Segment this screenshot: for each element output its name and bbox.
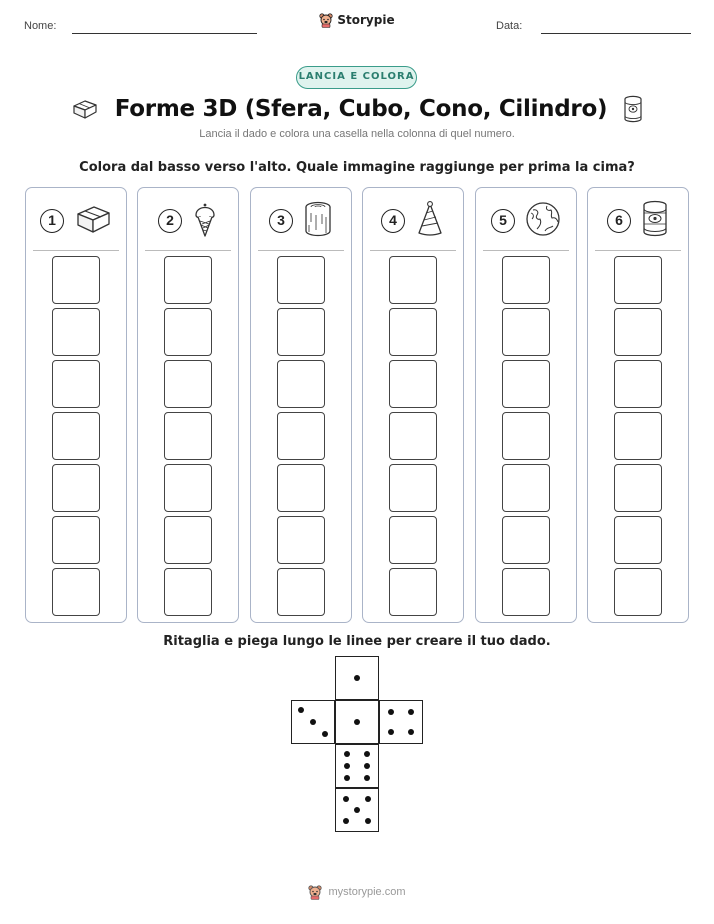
column-number: 2	[158, 209, 182, 233]
column-divider	[33, 250, 119, 251]
color-box[interactable]	[164, 412, 212, 460]
die-pip	[365, 818, 371, 824]
die-pip	[310, 719, 316, 725]
color-box[interactable]	[502, 516, 550, 564]
color-box[interactable]	[502, 412, 550, 460]
die-face-5	[335, 788, 379, 832]
die-pip	[388, 729, 394, 735]
box-icon	[71, 98, 99, 120]
color-box[interactable]	[389, 464, 437, 512]
die-face-1	[335, 700, 379, 744]
color-box[interactable]	[52, 360, 100, 408]
color-box[interactable]	[164, 360, 212, 408]
color-box[interactable]	[277, 308, 325, 356]
subtitle: Lancia il dado e colora una casella nella colonna di quel numero.	[199, 128, 515, 140]
log-cylinder-icon	[303, 200, 333, 242]
die-pip	[343, 818, 349, 824]
storypie-bear-icon	[308, 884, 322, 900]
die-face-1	[335, 656, 379, 700]
can-icon	[641, 200, 669, 242]
color-box[interactable]	[614, 568, 662, 616]
color-box[interactable]	[614, 308, 662, 356]
color-box[interactable]	[502, 464, 550, 512]
color-box[interactable]	[389, 360, 437, 408]
die-pip	[343, 796, 349, 802]
color-box[interactable]	[389, 516, 437, 564]
title-row	[0, 92, 714, 126]
column-header	[363, 202, 463, 240]
color-box[interactable]	[502, 308, 550, 356]
page-title: Forme 3D (Sfera, Cubo, Cono, Cilindro)	[114, 96, 608, 122]
column-divider	[370, 250, 456, 251]
column-4	[362, 187, 464, 623]
die-pip	[344, 763, 350, 769]
die-pip	[408, 709, 414, 715]
column-divider	[595, 250, 681, 251]
die-pip	[322, 731, 328, 737]
die-pip	[408, 729, 414, 735]
column-header	[588, 202, 688, 240]
color-box[interactable]	[277, 516, 325, 564]
color-box[interactable]	[389, 308, 437, 356]
column-5	[475, 187, 577, 623]
color-box[interactable]	[277, 412, 325, 460]
color-box[interactable]	[277, 256, 325, 304]
color-box[interactable]	[614, 464, 662, 512]
date-label: Data:	[496, 20, 523, 32]
die-face-3	[291, 700, 335, 744]
globe-icon	[525, 201, 561, 241]
column-divider	[145, 250, 231, 251]
die-face-6	[335, 744, 379, 788]
date-line[interactable]	[541, 33, 691, 34]
ice-cream-cone-icon	[192, 200, 218, 242]
color-box[interactable]	[614, 412, 662, 460]
brand-logo	[0, 12, 714, 32]
color-box[interactable]	[502, 360, 550, 408]
color-box[interactable]	[614, 256, 662, 304]
color-box[interactable]	[389, 412, 437, 460]
die-pip	[354, 675, 360, 681]
column-1	[25, 187, 127, 623]
color-box[interactable]	[502, 256, 550, 304]
name-label: Nome:	[24, 20, 57, 32]
color-box[interactable]	[164, 516, 212, 564]
column-2	[137, 187, 239, 623]
storypie-bear-icon	[319, 12, 333, 28]
party-hat-icon	[415, 200, 445, 242]
color-box[interactable]	[52, 308, 100, 356]
column-header	[138, 202, 238, 240]
color-box[interactable]	[502, 568, 550, 616]
column-number: 3	[269, 209, 293, 233]
footer-url[interactable]: mystorypie.com	[328, 886, 406, 898]
color-box[interactable]	[52, 464, 100, 512]
die-pip	[298, 707, 304, 713]
column-number: 6	[607, 209, 631, 233]
color-box[interactable]	[52, 256, 100, 304]
color-box[interactable]	[52, 516, 100, 564]
die-pip	[364, 751, 370, 757]
column-header	[26, 202, 126, 240]
color-box[interactable]	[164, 256, 212, 304]
column-header	[476, 202, 576, 240]
color-box[interactable]	[277, 464, 325, 512]
column-6	[587, 187, 689, 623]
column-header	[251, 202, 351, 240]
column-divider	[483, 250, 569, 251]
color-box[interactable]	[389, 256, 437, 304]
column-number: 4	[381, 209, 405, 233]
color-box[interactable]	[277, 568, 325, 616]
die-pip	[344, 751, 350, 757]
column-divider	[258, 250, 344, 251]
box-icon	[74, 203, 112, 239]
instruction-text: Colora dal basso verso l'alto. Quale immagine raggiunge per prima la cima?	[79, 160, 635, 175]
die-pip	[364, 775, 370, 781]
activity-badge: LANCIA E COLORA	[296, 66, 417, 89]
column-3	[250, 187, 352, 623]
color-box[interactable]	[389, 568, 437, 616]
die-pip	[365, 796, 371, 802]
color-box[interactable]	[277, 360, 325, 408]
name-line[interactable]	[72, 33, 257, 34]
color-box[interactable]	[164, 308, 212, 356]
die-pip	[354, 807, 360, 813]
color-box[interactable]	[614, 516, 662, 564]
cut-instruction: Ritaglia e piega lungo le linee per creare il tuo dado.	[163, 634, 551, 649]
brand-name: Storypie	[337, 13, 395, 27]
die-pip	[364, 763, 370, 769]
can-icon	[623, 95, 643, 123]
color-box[interactable]	[52, 412, 100, 460]
color-box[interactable]	[52, 568, 100, 616]
color-box[interactable]	[164, 464, 212, 512]
column-number: 5	[491, 209, 515, 233]
column-number: 1	[40, 209, 64, 233]
color-box[interactable]	[164, 568, 212, 616]
die-pip	[354, 719, 360, 725]
die-pip	[344, 775, 350, 781]
footer	[0, 884, 714, 904]
die-pip	[388, 709, 394, 715]
die-face-4	[379, 700, 423, 744]
color-box[interactable]	[614, 360, 662, 408]
